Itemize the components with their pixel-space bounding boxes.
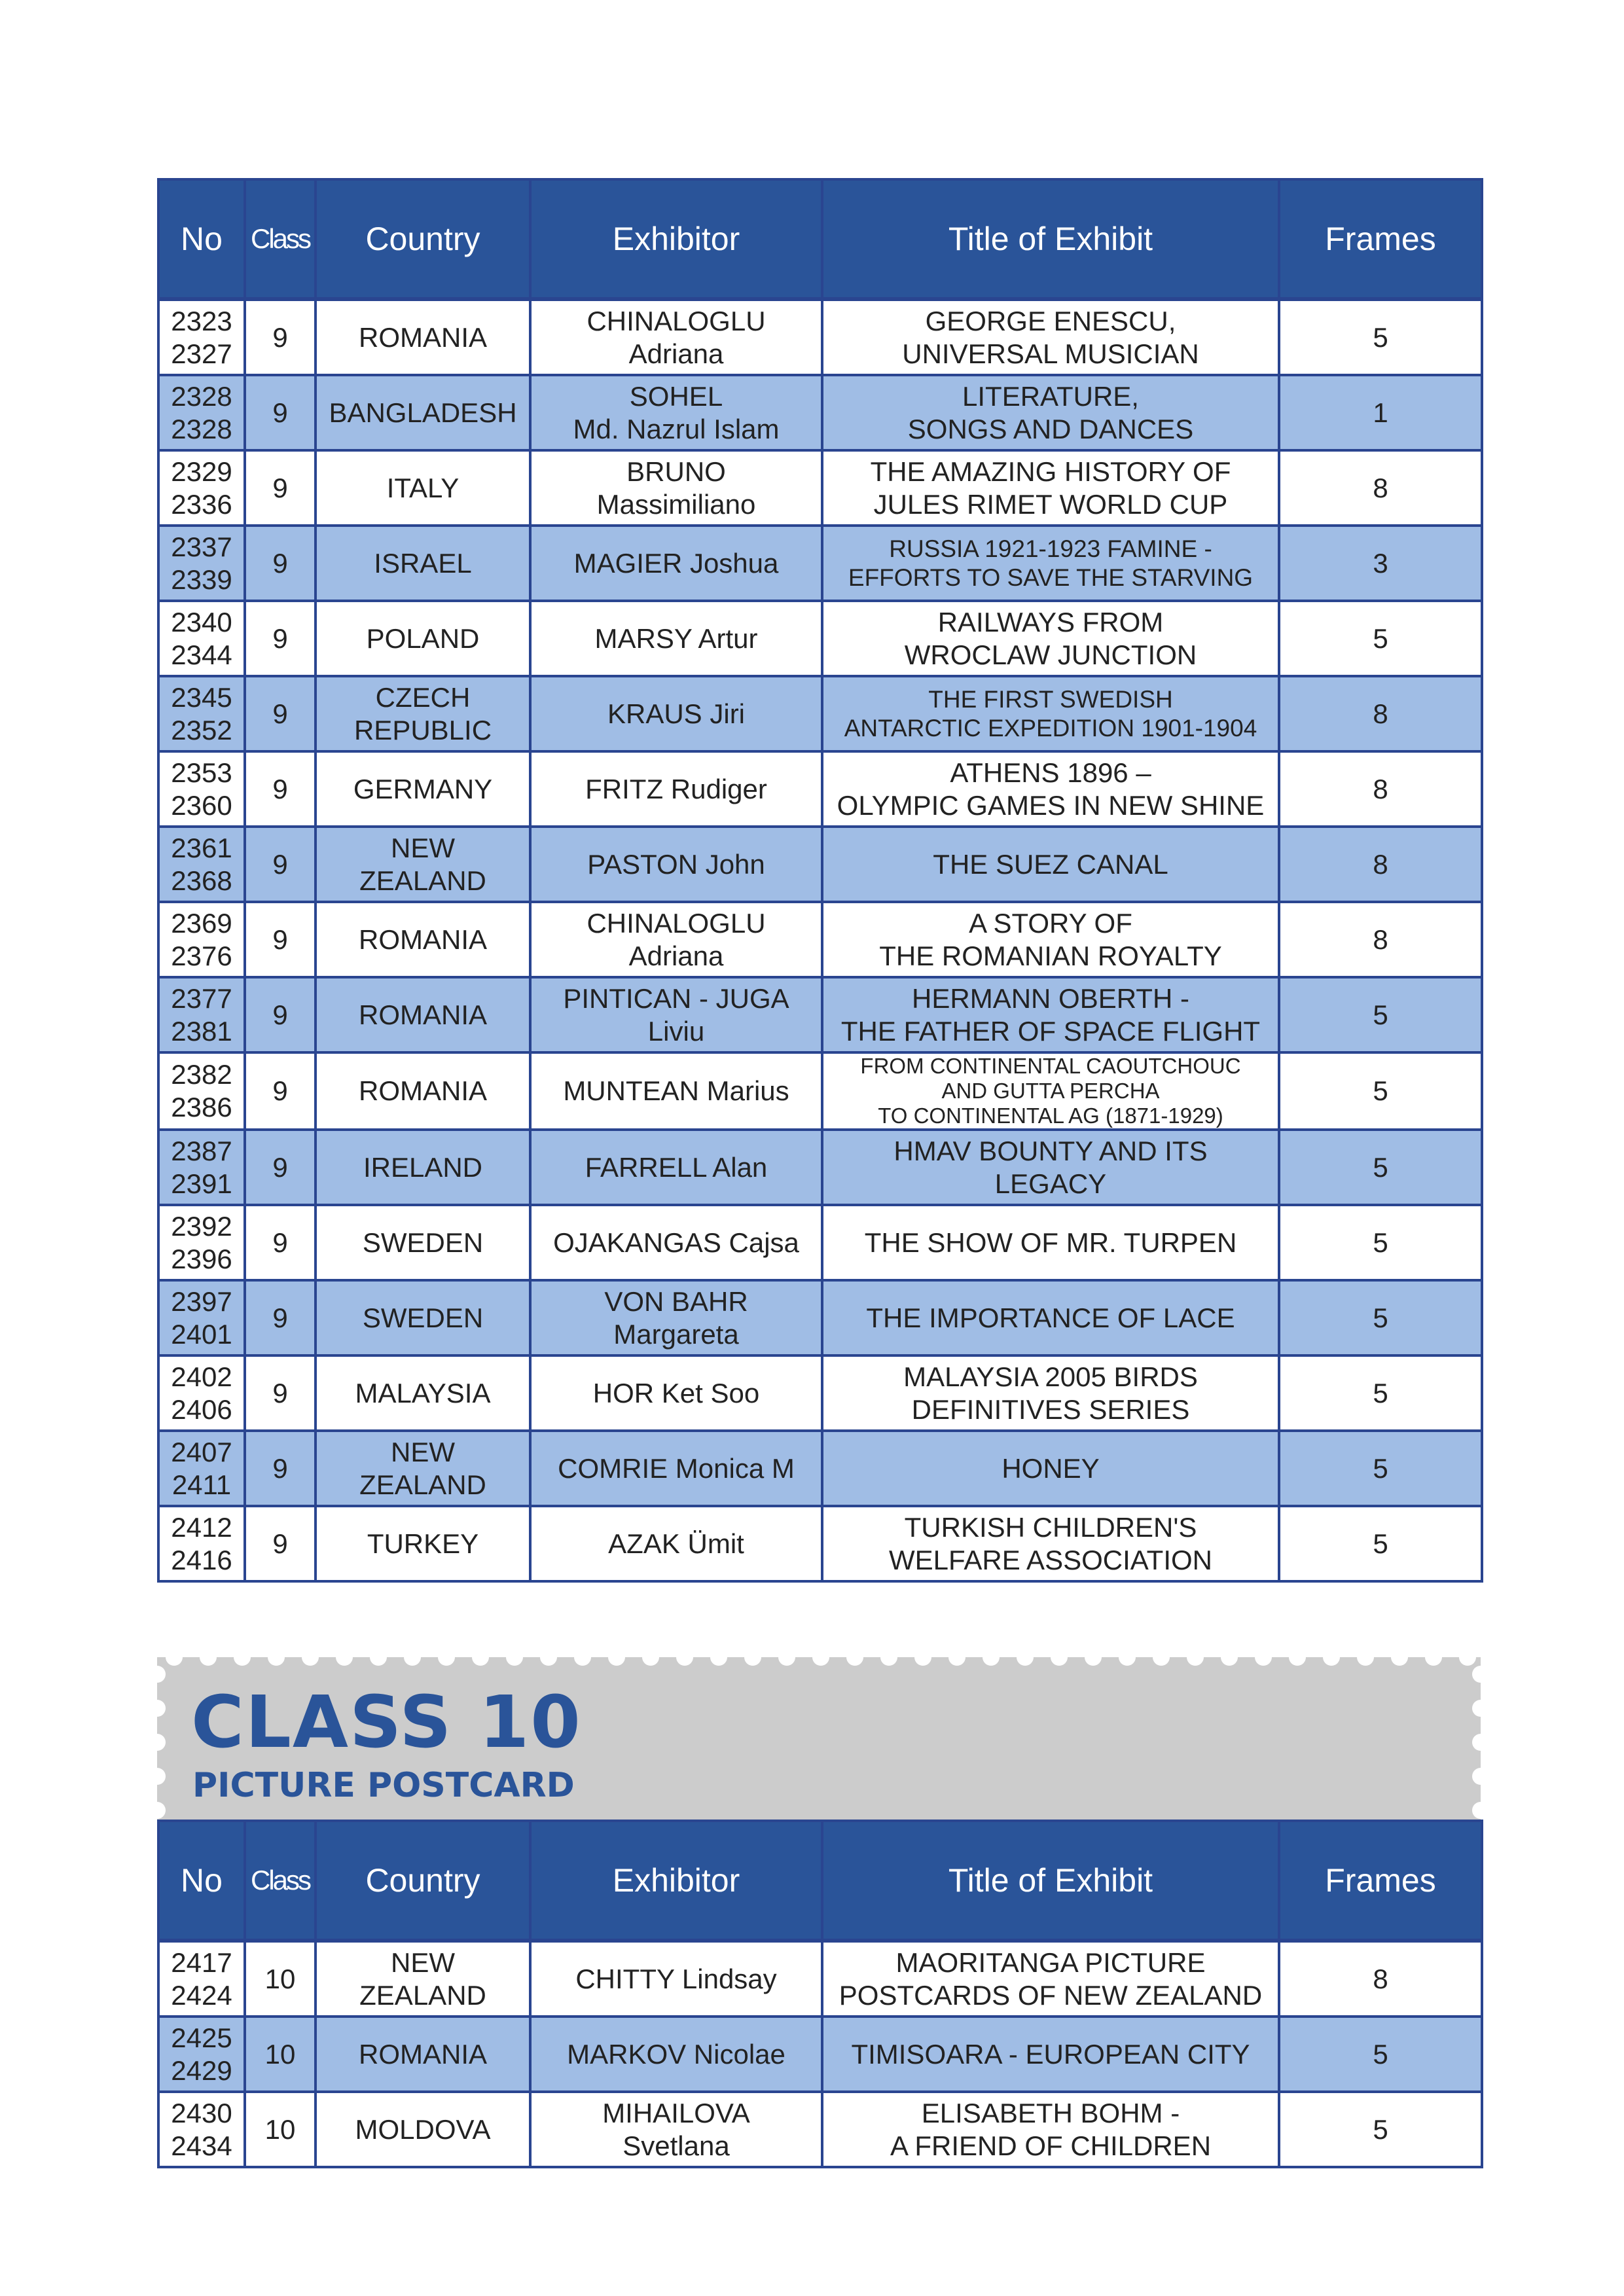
cell-country: ROMANIA xyxy=(316,299,530,375)
cell-country: NEW ZEALAND xyxy=(316,827,530,902)
cell-exhibitor: SOHEL Md. Nazrul Islam xyxy=(530,375,822,450)
cell-no: 2402 2406 xyxy=(158,1355,245,1431)
table-row xyxy=(158,2092,1482,2167)
column-header-no: No xyxy=(158,1821,245,1941)
cell-class: 9 xyxy=(245,450,316,526)
cell-class: 9 xyxy=(245,902,316,977)
cell-frames: 5 xyxy=(1279,1052,1482,1130)
cell-exhibitor: MARSY Artur xyxy=(530,601,822,676)
cell-country: NEW ZEALAND xyxy=(316,1941,530,2017)
table-row xyxy=(158,1052,1482,1130)
cell-country: SWEDEN xyxy=(316,1205,530,1280)
cell-no: 2425 2429 xyxy=(158,2017,245,2092)
cell-exhibitor: MUNTEAN Marius xyxy=(530,1052,822,1130)
column-header-country: Country xyxy=(316,179,530,299)
cell-title: HMAV BOUNTY AND ITS LEGACY xyxy=(822,1130,1279,1205)
cell-country: IRELAND xyxy=(316,1130,530,1205)
cell-frames: 5 xyxy=(1279,2092,1482,2167)
cell-country: CZECH REPUBLIC xyxy=(316,676,530,751)
cell-class: 9 xyxy=(245,977,316,1052)
table-row xyxy=(158,601,1482,676)
cell-no: 2387 2391 xyxy=(158,1130,245,1205)
cell-class: 9 xyxy=(245,375,316,450)
cell-exhibitor: MIHAILOVA Svetlana xyxy=(530,2092,822,2167)
table-row xyxy=(158,1280,1482,1355)
cell-country: ROMANIA xyxy=(316,902,530,977)
cell-frames: 1 xyxy=(1279,375,1482,450)
cell-no: 2329 2336 xyxy=(158,450,245,526)
cell-exhibitor: MAGIER Joshua xyxy=(530,526,822,601)
cell-title: TURKISH CHILDREN'S WELFARE ASSOCIATION xyxy=(822,1506,1279,1581)
column-header-title: Title of Exhibit xyxy=(822,179,1279,299)
cell-exhibitor: FRITZ Rudiger xyxy=(530,751,822,827)
cell-frames: 5 xyxy=(1279,1506,1482,1581)
cell-no: 2328 2328 xyxy=(158,375,245,450)
cell-country: ROMANIA xyxy=(316,1052,530,1130)
table-row xyxy=(158,450,1482,526)
cell-frames: 5 xyxy=(1279,2017,1482,2092)
table-row xyxy=(158,1355,1482,1431)
cell-frames: 8 xyxy=(1279,676,1482,751)
cell-country: ROMANIA xyxy=(316,977,530,1052)
cell-country: ROMANIA xyxy=(316,2017,530,2092)
cell-no: 2337 2339 xyxy=(158,526,245,601)
cell-frames: 3 xyxy=(1279,526,1482,601)
cell-frames: 5 xyxy=(1279,1205,1482,1280)
cell-no: 2361 2368 xyxy=(158,827,245,902)
table-row xyxy=(158,1205,1482,1280)
cell-class: 9 xyxy=(245,751,316,827)
cell-country: GERMANY xyxy=(316,751,530,827)
class10-exhibits-table xyxy=(157,1820,1483,2168)
table-row xyxy=(158,526,1482,601)
column-header-frames: Frames xyxy=(1279,179,1482,299)
cell-frames: 5 xyxy=(1279,977,1482,1052)
cell-no: 2353 2360 xyxy=(158,751,245,827)
cell-class: 9 xyxy=(245,1355,316,1431)
cell-title: ELISABETH BOHM - A FRIEND OF CHILDREN xyxy=(822,2092,1279,2167)
column-header-frames: Frames xyxy=(1279,1821,1482,1941)
cell-no: 2417 2424 xyxy=(158,1941,245,2017)
cell-title: THE IMPORTANCE OF LACE xyxy=(822,1280,1279,1355)
cell-country: MOLDOVA xyxy=(316,2092,530,2167)
cell-exhibitor: MARKOV Nicolae xyxy=(530,2017,822,2092)
cell-frames: 5 xyxy=(1279,1355,1482,1431)
cell-exhibitor: CHINALOGLU Adriana xyxy=(530,299,822,375)
table-row xyxy=(158,375,1482,450)
table-row xyxy=(158,751,1482,827)
banner-title: CLASS 10 xyxy=(191,1680,582,1764)
cell-title: RUSSIA 1921-1923 FAMINE - EFFORTS TO SAVE THE STARVING xyxy=(822,526,1279,601)
cell-class: 9 xyxy=(245,526,316,601)
cell-country: NEW ZEALAND xyxy=(316,1431,530,1506)
cell-title: RAILWAYS FROM WROCLAW JUNCTION xyxy=(822,601,1279,676)
cell-title: LITERATURE, SONGS AND DANCES xyxy=(822,375,1279,450)
table-row xyxy=(158,1130,1482,1205)
cell-exhibitor: AZAK Ümit xyxy=(530,1506,822,1581)
cell-country: BANGLADESH xyxy=(316,375,530,450)
cell-exhibitor: FARRELL Alan xyxy=(530,1130,822,1205)
cell-exhibitor: COMRIE Monica M xyxy=(530,1431,822,1506)
cell-exhibitor: BRUNO Massimiliano xyxy=(530,450,822,526)
cell-title: ATHENS 1896 – OLYMPIC GAMES IN NEW SHINE xyxy=(822,751,1279,827)
column-header-class: Class xyxy=(245,1821,316,1941)
cell-class: 9 xyxy=(245,1205,316,1280)
cell-class: 9 xyxy=(245,827,316,902)
cell-no: 2369 2376 xyxy=(158,902,245,977)
cell-exhibitor: PINTICAN - JUGA Liviu xyxy=(530,977,822,1052)
column-header-exhibitor: Exhibitor xyxy=(530,1821,822,1941)
cell-class: 10 xyxy=(245,2092,316,2167)
cell-no: 2430 2434 xyxy=(158,2092,245,2167)
cell-country: ITALY xyxy=(316,450,530,526)
cell-frames: 8 xyxy=(1279,827,1482,902)
table-row xyxy=(158,977,1482,1052)
cell-title: TIMISOARA - EUROPEAN CITY xyxy=(822,2017,1279,2092)
cell-frames: 8 xyxy=(1279,751,1482,827)
cell-title: A STORY OF THE ROMANIAN ROYALTY xyxy=(822,902,1279,977)
class10-banner xyxy=(157,1657,1481,1820)
cell-class: 9 xyxy=(245,1280,316,1355)
cell-exhibitor: HOR Ket Soo xyxy=(530,1355,822,1431)
column-header-exhibitor: Exhibitor xyxy=(530,179,822,299)
table-header-row xyxy=(158,179,1482,299)
cell-title: THE SUEZ CANAL xyxy=(822,827,1279,902)
class9-exhibits-table xyxy=(157,178,1483,1583)
cell-exhibitor: KRAUS Jiri xyxy=(530,676,822,751)
cell-exhibitor: VON BAHR Margareta xyxy=(530,1280,822,1355)
cell-no: 2345 2352 xyxy=(158,676,245,751)
table-row xyxy=(158,1941,1482,2017)
cell-class: 10 xyxy=(245,2017,316,2092)
cell-title: HONEY xyxy=(822,1431,1279,1506)
column-header-country: Country xyxy=(316,1821,530,1941)
cell-no: 2340 2344 xyxy=(158,601,245,676)
cell-frames: 5 xyxy=(1279,1431,1482,1506)
cell-frames: 5 xyxy=(1279,1130,1482,1205)
table-row xyxy=(158,902,1482,977)
column-header-no: No xyxy=(158,179,245,299)
cell-no: 2407 2411 xyxy=(158,1431,245,1506)
cell-class: 9 xyxy=(245,676,316,751)
cell-exhibitor: PASTON John xyxy=(530,827,822,902)
cell-frames: 5 xyxy=(1279,601,1482,676)
cell-title: THE AMAZING HISTORY OF JULES RIMET WORLD CUP xyxy=(822,450,1279,526)
banner-subtitle: PICTURE POSTCARD xyxy=(192,1766,575,1805)
cell-title: THE SHOW OF MR. TURPEN xyxy=(822,1205,1279,1280)
cell-title: FROM CONTINENTAL CAOUTCHOUC AND GUTTA PERCHA TO CONTINENTAL AG (1871-1929) xyxy=(822,1052,1279,1130)
cell-title: MALAYSIA 2005 BIRDS DEFINITIVES SERIES xyxy=(822,1355,1279,1431)
cell-title: GEORGE ENESCU, UNIVERSAL MUSICIAN xyxy=(822,299,1279,375)
column-header-class: Class xyxy=(245,179,316,299)
cell-no: 2377 2381 xyxy=(158,977,245,1052)
cell-class: 9 xyxy=(245,1506,316,1581)
table-header-row xyxy=(158,1821,1482,1941)
cell-no: 2397 2401 xyxy=(158,1280,245,1355)
cell-country: SWEDEN xyxy=(316,1280,530,1355)
cell-frames: 5 xyxy=(1279,1280,1482,1355)
table-row xyxy=(158,1431,1482,1506)
cell-exhibitor: CHITTY Lindsay xyxy=(530,1941,822,2017)
cell-title: THE FIRST SWEDISH ANTARCTIC EXPEDITION 1901-1904 xyxy=(822,676,1279,751)
cell-title: MAORITANGA PICTURE POSTCARDS OF NEW ZEALAND xyxy=(822,1941,1279,2017)
cell-country: ISRAEL xyxy=(316,526,530,601)
class9-table-body xyxy=(158,299,1482,1581)
cell-frames: 8 xyxy=(1279,1941,1482,2017)
cell-frames: 5 xyxy=(1279,299,1482,375)
cell-frames: 8 xyxy=(1279,450,1482,526)
table-row xyxy=(158,2017,1482,2092)
cell-class: 9 xyxy=(245,1052,316,1130)
cell-exhibitor: CHINALOGLU Adriana xyxy=(530,902,822,977)
cell-no: 2412 2416 xyxy=(158,1506,245,1581)
cell-class: 9 xyxy=(245,299,316,375)
cell-class: 9 xyxy=(245,1130,316,1205)
cell-no: 2382 2386 xyxy=(158,1052,245,1130)
cell-class: 9 xyxy=(245,601,316,676)
table-row xyxy=(158,299,1482,375)
cell-country: MALAYSIA xyxy=(316,1355,530,1431)
cell-no: 2323 2327 xyxy=(158,299,245,375)
table-row xyxy=(158,676,1482,751)
cell-country: TURKEY xyxy=(316,1506,530,1581)
table-row xyxy=(158,827,1482,902)
cell-class: 10 xyxy=(245,1941,316,2017)
cell-frames: 8 xyxy=(1279,902,1482,977)
column-header-title: Title of Exhibit xyxy=(822,1821,1279,1941)
class10-table-body xyxy=(158,1941,1482,2167)
cell-class: 9 xyxy=(245,1431,316,1506)
cell-country: POLAND xyxy=(316,601,530,676)
cell-no: 2392 2396 xyxy=(158,1205,245,1280)
table-row xyxy=(158,1506,1482,1581)
cell-exhibitor: OJAKANGAS Cajsa xyxy=(530,1205,822,1280)
cell-title: HERMANN OBERTH - THE FATHER OF SPACE FLIGHT xyxy=(822,977,1279,1052)
